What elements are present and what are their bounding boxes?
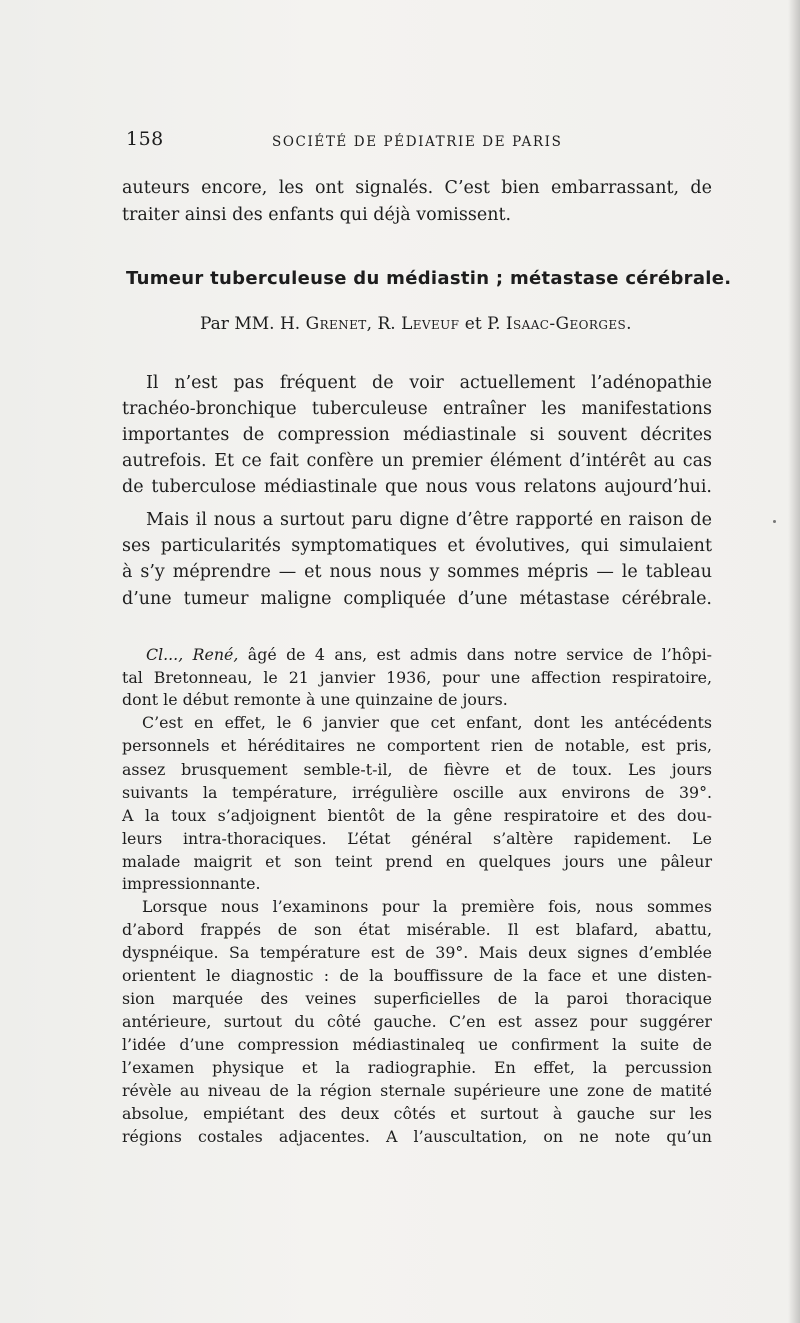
paragraph-line: absolue, empiétant des deux côtés et surtout à gauche sur les	[122, 1104, 712, 1123]
authors-separator: , R.	[366, 314, 402, 334]
paragraph-line: révèle au niveau de la région sternale supérieure une zone de matité	[122, 1081, 712, 1100]
paragraph-line: assez brusquement semble-t-il, de fièvre et de toux. Les jours	[122, 760, 712, 779]
author-leveuf: Leveuf	[401, 314, 460, 334]
paragraph-line: à s’y méprendre — et nous nous y sommes mépris — le tableau	[122, 562, 712, 582]
page-edge-shadow	[788, 0, 800, 1323]
paragraph-line: Mais il nous a surtout paru digne d’être rapporté en raison de	[146, 510, 712, 530]
paragraph-line: autrefois. Et ce fait confère un premier élément d’intérêt au cas	[122, 451, 712, 471]
intro-line: auteurs encore, les ont signalés. C’est bien embarrassant, de	[122, 178, 712, 198]
intro-line: traiter ainsi des enfants qui déjà vomissent.	[122, 205, 512, 225]
paragraph-line: Il n’est pas fréquent de voir actuellement l’adénopathie	[146, 373, 712, 393]
running-head: SOCIÉTÉ DE PÉDIATRIE DE PARIS	[272, 134, 563, 150]
paragraph-line: leurs intra-thoraciques. L’état général s’altère rapidement. Le	[122, 829, 712, 848]
paragraph-line: malade maigrit et son teint prend en quelques jours une pâleur	[122, 852, 712, 871]
paragraph-line: régions costales adjacentes. A l’auscultation, on ne note qu’un	[122, 1127, 712, 1146]
paragraph-line: suivants la température, irrégulière oscille aux environs de 39°.	[122, 783, 712, 802]
paragraph-line: Lorsque nous l’examinons pour la première fois, nous sommes	[142, 897, 712, 916]
patient-name: Cl..., René,	[146, 645, 239, 664]
article-authors	[200, 314, 632, 334]
authors-separator: et P.	[459, 314, 506, 334]
paragraph-line: C’est en effet, le 6 janvier que cet enfant, dont les antécédents	[142, 713, 712, 732]
case-intro-line: dont le début remonte à une quinzaine de jours.	[122, 690, 508, 709]
case-intro-line	[146, 645, 712, 665]
paragraph-line: de tuberculose médiastinale que nous vous relatons aujourd’hui.	[122, 477, 712, 497]
paper-speck	[773, 520, 776, 523]
paragraph-line: d’une tumeur maligne compliquée d’une métastase cérébrale.	[122, 589, 712, 609]
paragraph-line: d’abord frappés de son état misérable. Il est blafard, abattu,	[122, 920, 712, 939]
authors-prefix: Par MM. H.	[200, 314, 306, 334]
page-header	[126, 128, 716, 154]
paragraph-line: l’idée d’une compression médiastinaleq ue confirment la suite de	[122, 1035, 712, 1054]
paragraph-line: orientent le diagnostic : de la bouffissure de la face et une disten-	[122, 966, 712, 985]
paragraph-line: sion marquée des veines superficielles de la paroi thoracique	[122, 989, 712, 1008]
author-grenet: Grenet	[305, 314, 367, 334]
paragraph-line: trachéo-bronchique tuberculeuse entraîner les manifestations	[122, 399, 712, 419]
case-intro-text: âgé de 4 ans, est admis dans notre service de l’hôpi-	[238, 645, 712, 664]
paragraph-line: personnels et héréditaires ne comportent rien de notable, est pris,	[122, 736, 712, 755]
paragraph-line: antérieure, surtout du côté gauche. C’en est assez pour suggérer	[122, 1012, 712, 1031]
page-number: 158	[126, 128, 164, 150]
paragraph-line: A la toux s’adjoignent bientôt de la gêne respiratoire et des dou-	[122, 806, 712, 825]
paragraph-line: importantes de compression médiastinale si souvent décrites	[122, 425, 712, 445]
author-isaac-georges: Isaac-Georges	[505, 314, 627, 334]
paragraph-line: dyspnéique. Sa température est de 39°. Mais deux signes d’emblée	[122, 943, 712, 962]
authors-suffix: .	[626, 314, 632, 334]
case-intro-line: tal Bretonneau, le 21 janvier 1936, pour une affection respiratoire,	[122, 668, 712, 687]
paragraph-line: l’examen physique et la radiographie. En effet, la percussion	[122, 1058, 712, 1077]
article-title: Tumeur tuberculeuse du médiastin ; métastase cérébrale.	[126, 268, 732, 289]
paragraph-line: ses particularités symptomatiques et évolutives, qui simulaient	[122, 536, 712, 556]
paragraph-line: impressionnante.	[122, 874, 261, 893]
